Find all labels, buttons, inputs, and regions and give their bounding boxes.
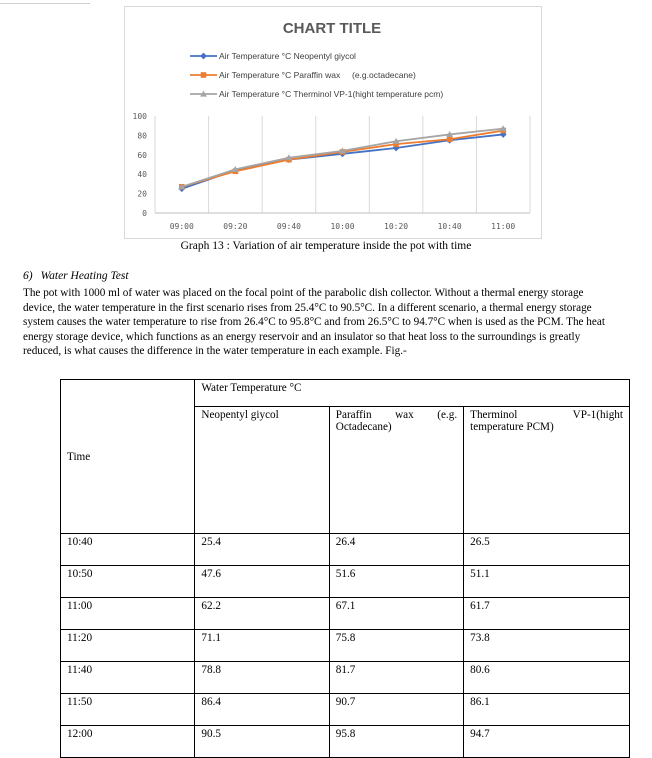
paragraph-line: system causes the water temperature to rise from 26.4°C to 95.8°C and from 26.5°C to 94.7°C when is used as the PCM. The heat — [23, 316, 605, 329]
series-group — [178, 131, 506, 192]
cell-neopentyl: 71.1 — [195, 630, 329, 662]
chart-series — [178, 125, 506, 192]
header-word: Paraffin — [335, 409, 372, 421]
series-group — [178, 125, 506, 189]
time-header: Time — [61, 380, 195, 534]
x-tick-label: 10:40 — [437, 222, 462, 231]
cell-therminol: 94.7 — [464, 726, 630, 758]
y-tick-label: 60 — [137, 150, 147, 160]
header-word: (e.g. — [437, 409, 458, 421]
y-tick-label: 20 — [137, 189, 147, 199]
table-row — [61, 598, 630, 630]
cell-therminol: 73.8 — [464, 630, 630, 662]
cell-paraffin: 81.7 — [329, 662, 463, 694]
paragraph-line: reduced, is what causes the difference in the water temperature in each example. Fig.- — [23, 345, 407, 358]
cell-time: 11:00 — [61, 598, 195, 630]
x-tick-label: 09:20 — [223, 222, 248, 231]
chart-legend — [190, 51, 443, 99]
cell-neopentyl: 62.2 — [195, 598, 329, 630]
x-tick-label: 09:40 — [276, 222, 301, 231]
header-word: Octadecane) — [335, 421, 392, 433]
cell-therminol: 26.5 — [464, 534, 630, 566]
y-tick-label: 100 — [132, 112, 147, 121]
graph-caption: Graph 13 : Variation of air temperature inside the pot with time — [180, 240, 472, 252]
paragraph-line: The pot with 1000 ml of water was placed on the focal point of the parabolic dish collector. Without a thermal energy storage — [23, 287, 584, 299]
col-header-therminol — [464, 407, 630, 534]
section-heading — [23, 270, 129, 282]
header-word: Therminol — [470, 409, 518, 421]
x-tick-label: 10:00 — [330, 222, 355, 231]
series-line — [182, 134, 503, 188]
section-title: Water Heating Test — [40, 270, 129, 282]
legend-label: Air Temperature °C Therminol VP-1(hight temperature pcm) — [219, 89, 444, 99]
cell-paraffin: 90.7 — [329, 694, 463, 726]
cell-therminol: 86.1 — [464, 694, 630, 726]
series-line — [182, 131, 503, 187]
table-row — [61, 694, 630, 726]
header-word: VP-1(hight — [572, 409, 623, 421]
y-tick-label: 80 — [137, 131, 147, 141]
cell-time: 10:40 — [61, 534, 195, 566]
paragraph-line: device, the water temperature in the first scenario rises from 25.4°C to 90.5°C. In a different scenario, a thermal energy storage — [23, 301, 592, 314]
cell-therminol: 51.1 — [464, 566, 630, 598]
body-paragraph — [23, 286, 642, 359]
cell-paraffin: 75.8 — [329, 630, 463, 662]
cell-neopentyl: 86.4 — [195, 694, 329, 726]
cell-neopentyl: 25.4 — [195, 534, 329, 566]
section-number: 6) — [23, 270, 33, 282]
header-word: wax — [395, 409, 414, 421]
table-row — [61, 630, 630, 662]
x-tick-label: 10:20 — [384, 222, 409, 231]
table-row — [61, 726, 630, 758]
table-row — [61, 566, 630, 598]
water-temperature-table — [60, 379, 630, 758]
cell-time: 11:50 — [61, 694, 195, 726]
header-word: temperature PCM) — [470, 421, 554, 433]
cell-time: 11:20 — [61, 630, 195, 662]
legend-label: Air Temperature °C Paraffin wax (e.g.octadecane) — [219, 70, 416, 80]
cell-neopentyl: 78.8 — [195, 662, 329, 694]
y-tick-label: 40 — [137, 170, 147, 180]
cell-neopentyl: 47.6 — [195, 566, 329, 598]
paragraph-line: energy storage device, which functions as an energy reservoir and an insulator so that heat loss to the surroundings is greatly — [23, 330, 581, 343]
legend-label: Air Temperature °C Neopentyl giycol — [219, 51, 356, 61]
chart-title: CHART TITLE — [282, 20, 382, 37]
chart-x-axis — [170, 222, 516, 231]
series-line — [182, 129, 503, 187]
cell-therminol: 80.6 — [464, 662, 630, 694]
cell-time: 10:50 — [61, 566, 195, 598]
table-row — [61, 534, 630, 566]
cell-therminol: 61.7 — [464, 598, 630, 630]
cell-time: 12:00 — [61, 726, 195, 758]
diamond-marker — [200, 53, 207, 60]
cell-paraffin: 67.1 — [329, 598, 463, 630]
cell-neopentyl: 90.5 — [195, 726, 329, 758]
y-tick-label: 0 — [142, 209, 147, 218]
cell-paraffin: 51.6 — [329, 566, 463, 598]
x-tick-label: 11:00 — [491, 222, 516, 231]
group-header: Water Temperature °C — [195, 380, 630, 407]
x-tick-label: 09:00 — [169, 222, 194, 231]
cell-paraffin: 95.8 — [329, 726, 463, 758]
square-marker — [201, 72, 207, 78]
cell-time: 11:40 — [61, 662, 195, 694]
col-header-neopentyl: Neopentyl giycol — [195, 407, 329, 534]
cell-paraffin: 26.4 — [329, 534, 463, 566]
chart-grid — [155, 116, 530, 213]
chart-y-axis — [133, 112, 148, 218]
col-header-paraffin — [329, 407, 463, 534]
series-group — [179, 128, 506, 190]
table-row — [61, 662, 630, 694]
square-marker — [447, 136, 453, 142]
